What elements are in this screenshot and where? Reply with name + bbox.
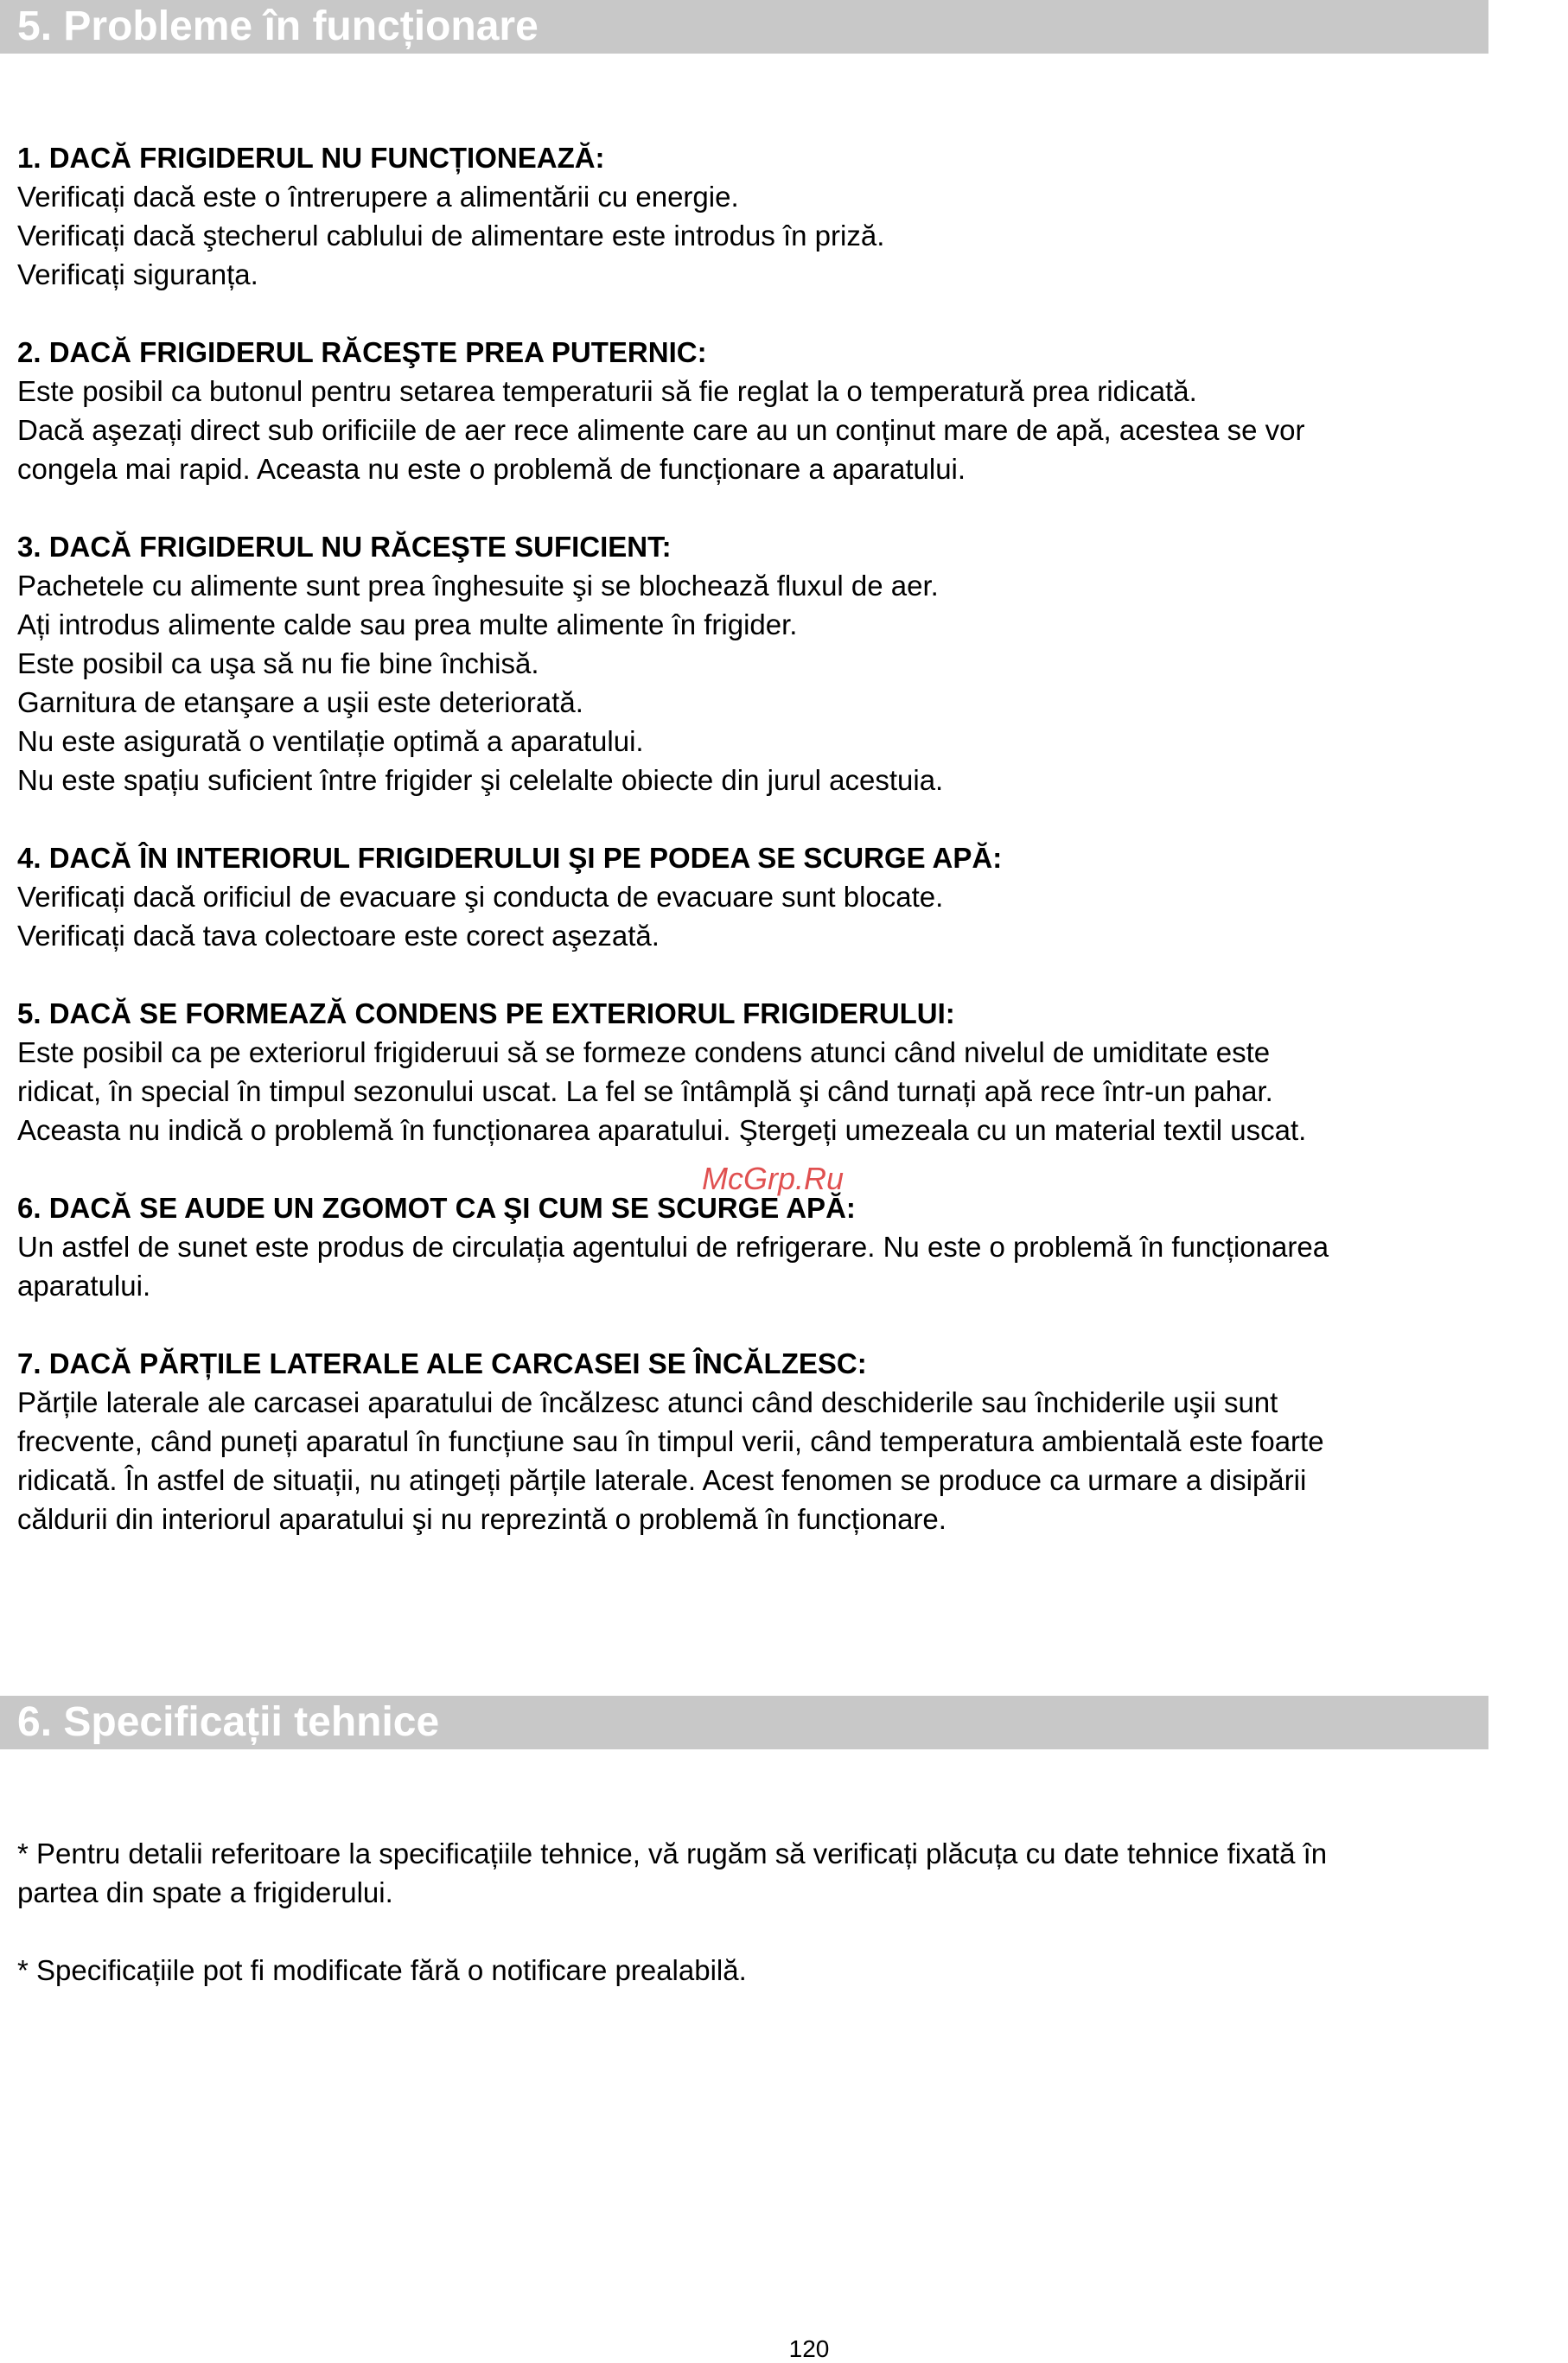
issue-line: căldurii din interiorul aparatului şi nu reprezintă o problemă în funcționare. xyxy=(17,1503,947,1535)
issue-line: ridicat, în special în timpul sezonului uscat. La fel se întâmplă şi când turnați apă rece într-un pahar. xyxy=(17,1075,1273,1107)
issue-heading: 7. DACĂ PĂRȚILE LATERALE ALE CARCASEI SE ÎNCĂLZESC: xyxy=(17,1347,867,1379)
issue-line: Verificați dacă tava colectoare este corect aşezată. xyxy=(17,920,660,952)
issue-line: Este posibil ca pe exteriorul frigideruui să se formeze condens atunci când nivelul de umiditate este xyxy=(17,1036,1271,1068)
issue-1 xyxy=(17,138,1551,294)
spec-note-2 xyxy=(17,1951,1551,1990)
issue-5 xyxy=(17,994,1551,1150)
note-line: * Pentru detalii referitoare la specificațiile tehnice, vă rugăm să verificați plăcuța cu date tehnice fixată în xyxy=(17,1838,1328,1869)
issue-line: Nu este asigurată o ventilație optimă a aparatului. xyxy=(17,725,644,757)
issue-line: Ați introdus alimente calde sau prea multe alimente în frigider. xyxy=(17,608,798,640)
issue-line: aparatului. xyxy=(17,1270,151,1302)
issue-2 xyxy=(17,333,1551,488)
issue-line: congela mai rapid. Aceasta nu este o problemă de funcționare a aparatului. xyxy=(17,453,966,485)
section-header-troubleshooting xyxy=(0,0,1488,54)
issue-heading: 2. DACĂ FRIGIDERUL RĂCEŞTE PREA PUTERNIC: xyxy=(17,336,707,368)
page-number: 120 xyxy=(788,2335,830,2362)
spec-note-1 xyxy=(17,1834,1551,1912)
issue-line: Pachetele cu alimente sunt prea înghesuite şi se blochează fluxul de aer. xyxy=(17,570,939,602)
note-line: partea din spate a frigiderului. xyxy=(17,1876,393,1908)
issue-line: Un astfel de sunet este produs de circulația agentului de refrigerare. Nu este o problemă în funcționarea xyxy=(17,1231,1329,1263)
specifications-content xyxy=(17,1834,1551,2029)
note-line: * Specificațiile pot fi modificate fără o notificare prealabilă. xyxy=(17,1954,747,1986)
issue-line: Verificați siguranța. xyxy=(17,258,258,290)
section-title: 6. Specificații tehnice xyxy=(17,1699,440,1745)
issue-4 xyxy=(17,838,1551,955)
issue-line: Nu este spațiu suficient între frigider şi celelalte obiecte din jurul acestuia. xyxy=(17,764,944,796)
section-header-specifications xyxy=(0,1696,1488,1749)
issue-line: Aceasta nu indică o problemă în funcționarea aparatului. Ştergeți umezeala cu un material textil uscat. xyxy=(17,1114,1307,1146)
issue-heading: 4. DACĂ ÎN INTERIORUL FRIGIDERULUI ŞI PE PODEA SE SCURGE APĂ: xyxy=(17,842,1003,874)
watermark-text: McGrp.Ru xyxy=(702,1161,845,1196)
issue-line: frecvente, când puneți aparatul în funcțiune sau în timpul verii, când temperatura ambientală este foarte xyxy=(17,1425,1324,1457)
issue-heading: 3. DACĂ FRIGIDERUL NU RĂCEŞTE SUFICIENT: xyxy=(17,531,672,563)
issue-heading: 6. DACĂ SE AUDE UN ZGOMOT CA ŞI CUM SE SCURGE APĂ: xyxy=(17,1192,856,1224)
issue-line: Verificați dacă ştecherul cablului de alimentare este introdus în priză. xyxy=(17,220,885,252)
issue-line: Este posibil ca butonul pentru setarea temperaturii să fie reglat la o temperatură prea ridicată. xyxy=(17,375,1197,407)
issue-7 xyxy=(17,1344,1551,1538)
issue-line: ridicată. În astfel de situații, nu atingeți părțile laterale. Acest fenomen se produce ca urmare a disipării xyxy=(17,1464,1307,1496)
issue-6 xyxy=(17,1188,1551,1305)
issue-line: Este posibil ca uşa să nu fie bine închisă. xyxy=(17,647,539,679)
issue-line: Verificați dacă orificiul de evacuare şi conducta de evacuare sunt blocate. xyxy=(17,881,944,913)
issue-3 xyxy=(17,527,1551,799)
issue-line: Dacă aşezați direct sub orificiile de aer rece alimente care au un conținut mare de apă, acestea se vor xyxy=(17,414,1305,446)
issue-line: Verificați dacă este o întrerupere a alimentării cu energie. xyxy=(17,181,739,213)
troubleshooting-content xyxy=(17,138,1551,1577)
issue-heading: 5. DACĂ SE FORMEAZĂ CONDENS PE EXTERIORUL FRIGIDERULUI: xyxy=(17,997,955,1029)
issue-line: Părțile laterale ale carcasei aparatului de încălzesc atunci când deschiderile sau închiderile uşii sunt xyxy=(17,1386,1278,1418)
issue-heading: 1. DACĂ FRIGIDERUL NU FUNCȚIONEAZĂ: xyxy=(17,142,605,174)
section-title: 5. Probleme în funcționare xyxy=(17,3,539,49)
issue-line: Garnitura de etanşare a uşii este deteriorată. xyxy=(17,686,583,718)
